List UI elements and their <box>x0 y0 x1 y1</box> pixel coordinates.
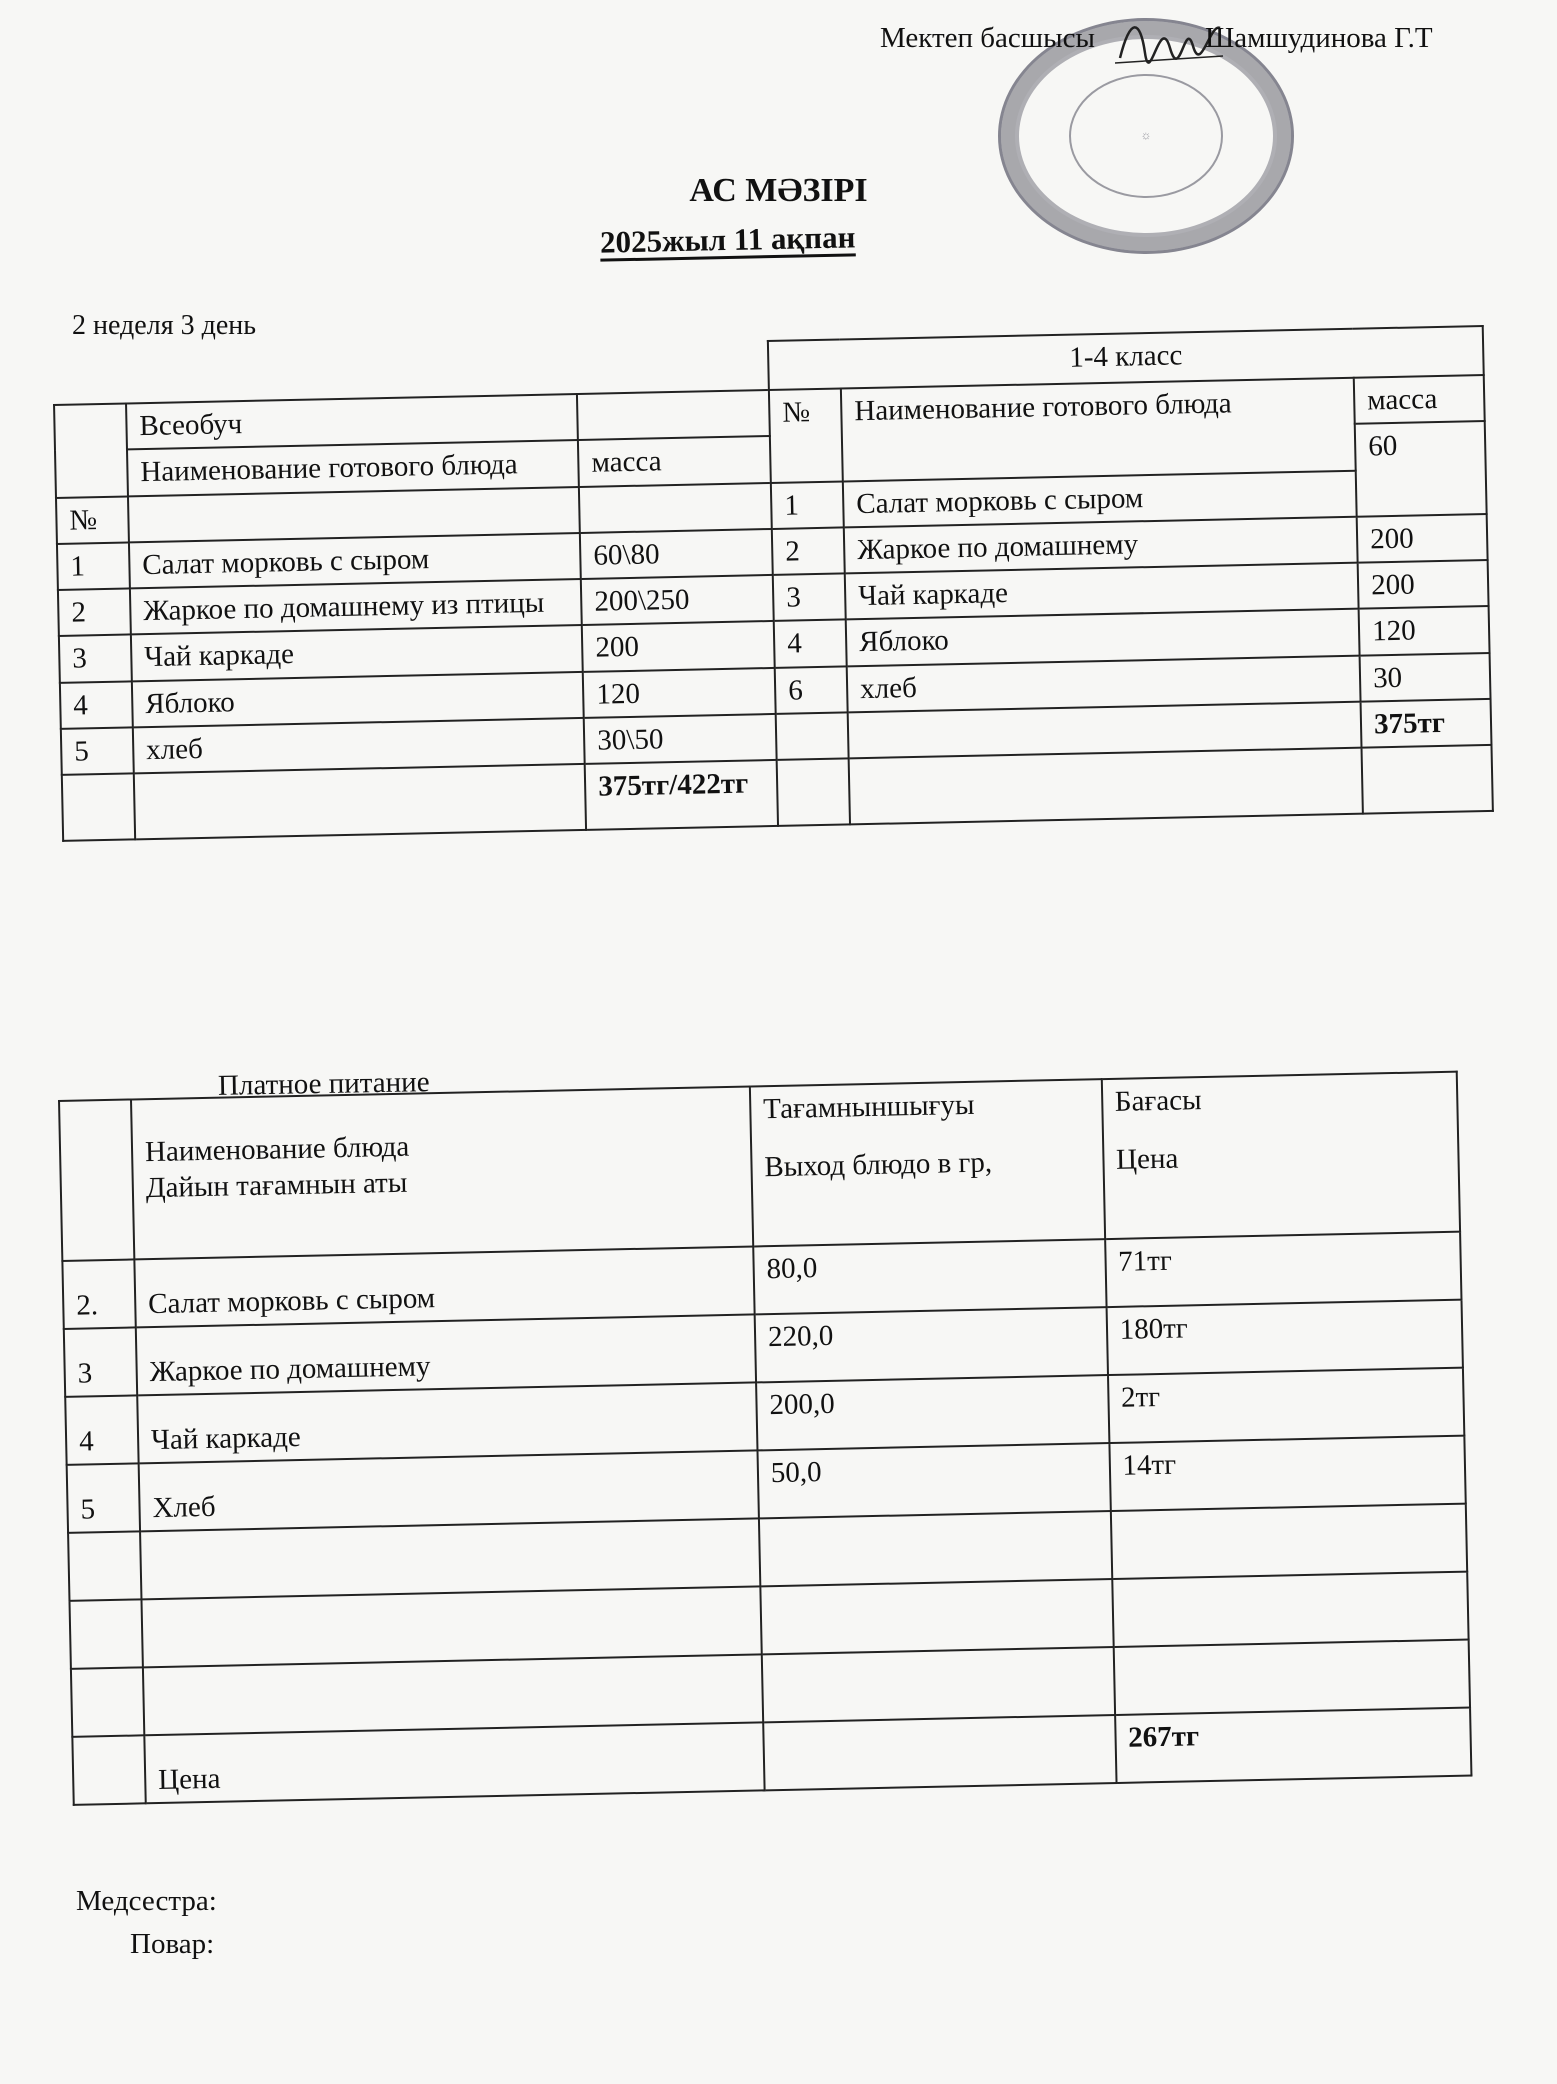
stamp-emblem: ☼ <box>1069 74 1223 198</box>
paid-yield-2: 220,0 <box>755 1307 1108 1382</box>
num-left-3: 3 <box>59 635 132 683</box>
dish-left-1: Салат морковь с сыром <box>129 533 581 589</box>
cook-label: Повар: <box>130 1928 215 1960</box>
dish-left-4: Яблоко <box>132 671 584 727</box>
mass-right-1: 60 <box>1355 421 1487 516</box>
head-dish-ru: Наименование блюда <box>144 1130 410 1169</box>
head-price-ru: Цена <box>1115 1142 1179 1177</box>
week-day: 2 неделя 3 день <box>72 310 256 341</box>
paid-num-2: 3 <box>64 1327 137 1396</box>
num-right-5: 6 <box>775 666 848 714</box>
col-num-right: № <box>769 388 843 482</box>
total-right: 375тг <box>1361 699 1492 748</box>
col-mass-left: масса <box>578 436 771 486</box>
total-left: 375тг/422тг <box>585 760 778 830</box>
paid-price-4: 14тг <box>1109 1436 1466 1511</box>
dish-left-5: хлеб <box>133 718 585 774</box>
col-num-left: № <box>56 496 129 544</box>
paid-total-label: Цена <box>144 1722 764 1803</box>
page-title: АС МӘЗІРІ <box>689 172 868 209</box>
free-meals-table <box>52 325 1494 842</box>
paid-price-1: 71тг <box>1105 1232 1462 1307</box>
num-right-2: 2 <box>772 527 845 575</box>
col-dish-left: Наименование готового блюда <box>127 440 579 496</box>
paid-total-price: 267тг <box>1115 1708 1472 1783</box>
num-left-2: 2 <box>58 588 131 636</box>
paid-meals-table <box>58 1071 1472 1806</box>
dish-left-2: Жаркое по домашнему из птицы <box>130 579 582 635</box>
num-left-4: 4 <box>60 681 133 729</box>
col-dish-right: Наименование готового блюда <box>841 378 1356 481</box>
paid-price-2: 180тг <box>1106 1300 1463 1375</box>
paid-yield-4: 50,0 <box>757 1443 1110 1518</box>
mass-left-4: 120 <box>583 667 776 717</box>
num-right-4: 4 <box>774 620 847 668</box>
mass-left-1: 60\80 <box>580 529 773 579</box>
paid-yield-3: 200,0 <box>756 1375 1109 1450</box>
paid-dish-4: Хлеб <box>139 1450 759 1531</box>
group-right-title: 1-4 класс <box>768 326 1484 390</box>
dish-right-5: хлеб <box>847 655 1361 712</box>
col-mass-right: масса <box>1354 375 1485 424</box>
head-price-kz: Бағасы <box>1114 1084 1202 1118</box>
head-dish-kz: Дайын тағамнын аты <box>145 1166 408 1205</box>
dish-right-2: Жаркое по домашнему <box>844 516 1358 573</box>
num-left-1: 1 <box>57 542 130 590</box>
mass-left-5: 30\50 <box>584 714 777 764</box>
num-right-1: 1 <box>771 481 844 529</box>
paid-num-1: 2. <box>62 1259 135 1328</box>
menu-date: 2025жыл 11 ақпан <box>599 219 856 260</box>
mass-right-5: 30 <box>1360 652 1491 701</box>
dish-right-1: Салат морковь с сыром <box>843 470 1357 527</box>
mass-right-3: 200 <box>1358 560 1489 609</box>
approver-name: Шамшудинова Г.Т <box>1204 22 1433 54</box>
mass-left-2: 200\250 <box>581 575 774 625</box>
nurse-label: Медсестра: <box>76 1885 217 1917</box>
paid-num-4: 5 <box>67 1463 140 1532</box>
paid-meals-title: Платное питание <box>217 1066 430 1102</box>
paid-dish-2: Жаркое по домашнему <box>136 1314 756 1395</box>
dish-left-3: Чай каркаде <box>131 625 583 681</box>
mass-left-3: 200 <box>582 621 775 671</box>
head-yield-ru: Выход блюдо в гр, <box>764 1146 993 1184</box>
mass-right-2: 200 <box>1357 514 1488 563</box>
approval-line <box>880 22 1433 55</box>
paid-dish-3: Чай каркаде <box>137 1382 757 1463</box>
mass-right-4: 120 <box>1359 606 1490 655</box>
dish-right-4: Яблоко <box>846 609 1360 666</box>
paid-num-3: 4 <box>65 1395 138 1464</box>
num-left-5: 5 <box>61 727 134 775</box>
paid-yield-1: 80,0 <box>753 1239 1106 1314</box>
approval-label: Мектеп басшысы <box>880 22 1095 54</box>
group-left-title: Всеобуч <box>126 394 578 450</box>
dish-right-3: Чай каркаде <box>845 563 1359 620</box>
num-right-3: 3 <box>773 573 846 621</box>
paid-dish-1: Салат морковь с сыром <box>134 1246 754 1327</box>
paid-price-3: 2тг <box>1108 1368 1465 1443</box>
head-yield-kz: Тағамныншығуы <box>762 1088 975 1126</box>
